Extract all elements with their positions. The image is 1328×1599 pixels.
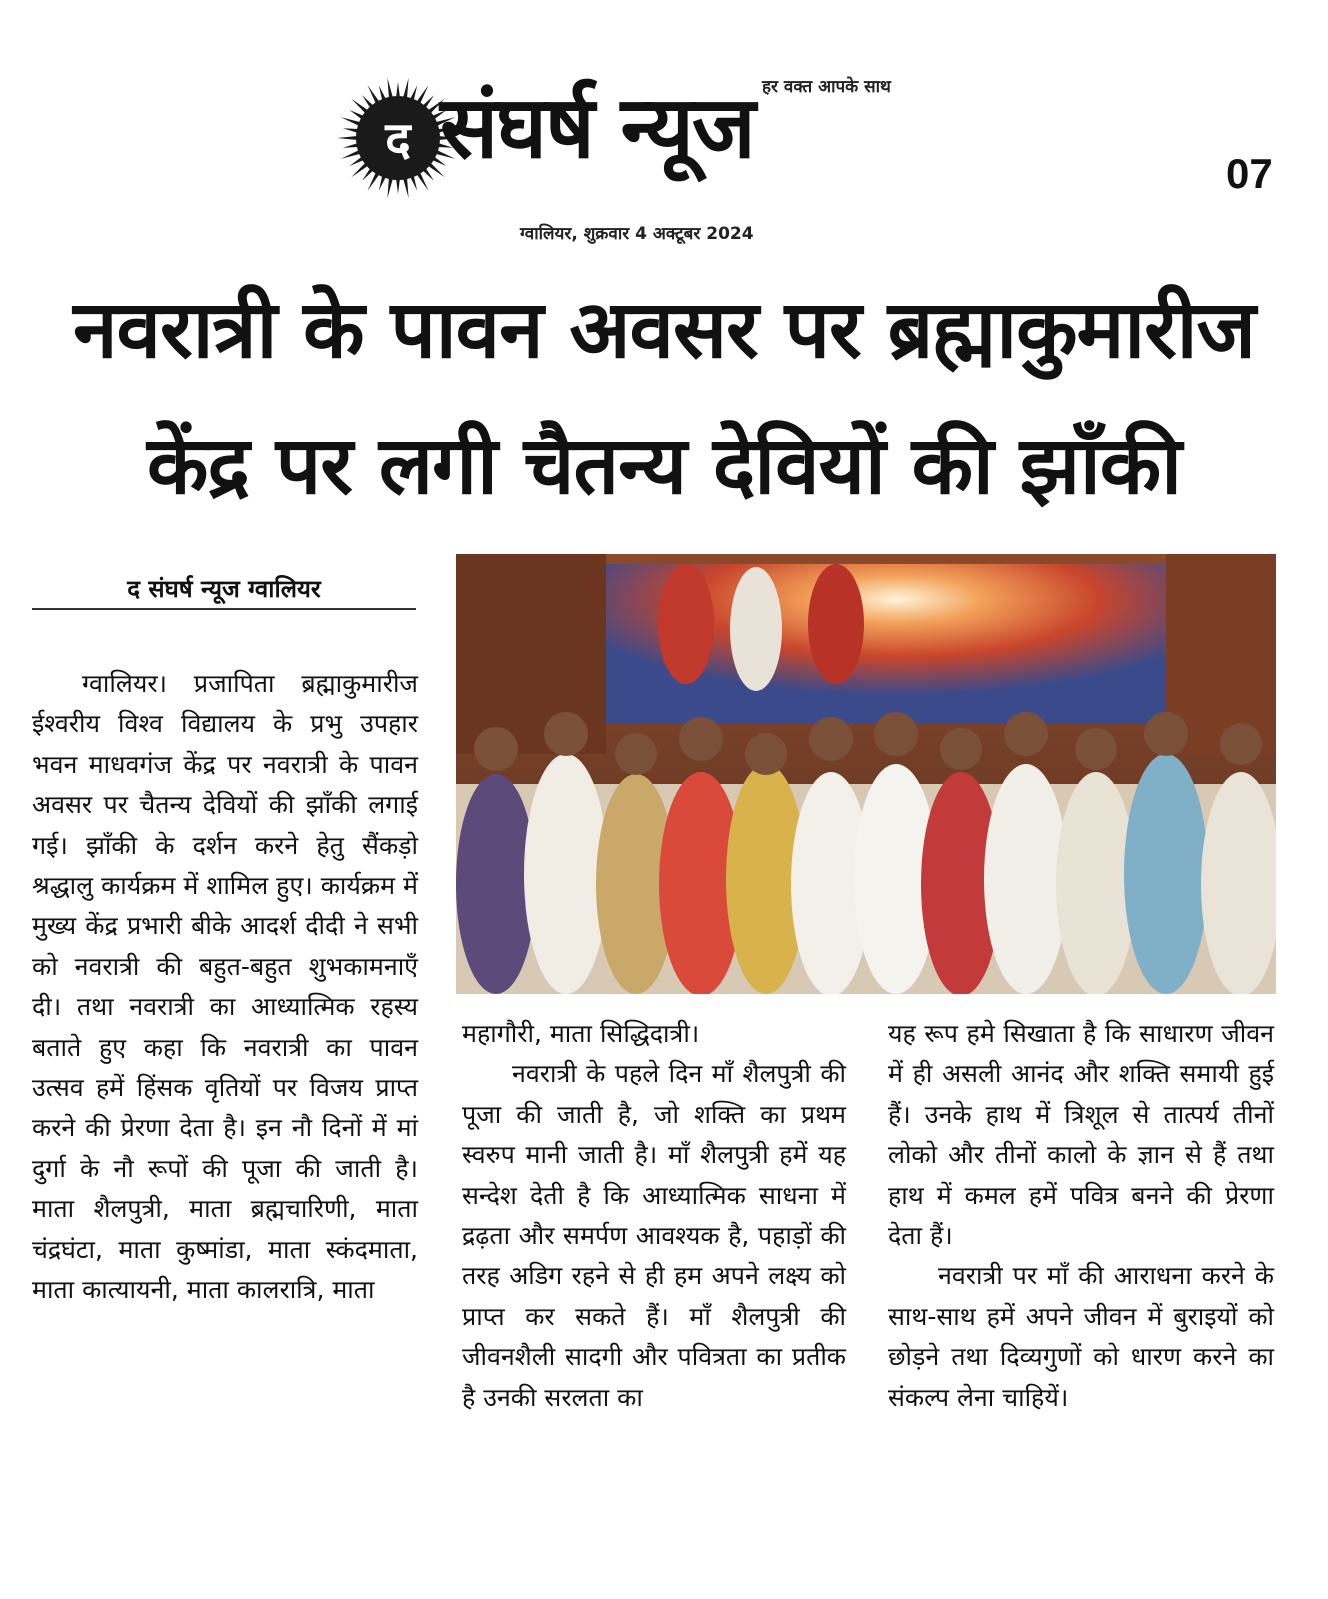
paper-name: संघर्ष न्यूज xyxy=(440,78,754,178)
logo-ray xyxy=(396,176,401,194)
logo-ray xyxy=(337,136,360,141)
deity-figures xyxy=(658,564,864,691)
column-3-paragraph-1: यह रूप हमे सिखाता है कि साधारण जीवन में ही असली आनंद और शक्ति समायी हुई हैं। उनके हाथ में त्रिशूल से तात्पर्य तीनों लोको और तीनों कालो के ज्ञान से हैं तथा हाथ में कमल हमें पवित्र बनने की प्रेरणा देता हैं। xyxy=(888,1019,1274,1251)
column-2-paragraph-2: नवरात्री के पहले दिन माँ शैलपुत्री की पूजा की जाती है, जो शक्ति का प्रथम स्वरुप मानी जाती है। माँ शैलपुत्री हमें यह सन्देश देती है कि आध्यात्मिक साधना में द्रढ़ता और समर्पण आवश्यक है, पहाड़ों की तरह अडिग रहने से ही हम अपने लक्ष्य को प्राप्त कर सकते हैं। माँ शैलपुत्री की जीवनशैली सादगी और पवित्रता का प्रतीक है उनकी सरलता का xyxy=(462,1059,846,1412)
column-2-paragraph-1: महागौरी, माता सिद्धिदात्री। xyxy=(462,1019,700,1048)
headline-line-1: नवरात्री के पावन अवसर पर ब्रह्माकुमारीज xyxy=(73,283,1255,376)
headline-line-2: केंद्र पर लगी चैतन्य देवियों की झाँकी xyxy=(147,419,1181,512)
masthead xyxy=(0,0,1328,260)
event-photo xyxy=(456,554,1276,994)
logo-ray xyxy=(343,128,361,133)
logo-ray xyxy=(341,149,363,159)
article-column-1 xyxy=(32,664,418,1311)
byline: द संघर्ष न्यूज ग्वालियर xyxy=(127,575,321,603)
byline-rule xyxy=(32,608,416,610)
column-1-text: ग्वालियर। प्रजापिता ब्रह्माकुमारीज ईश्वरीय विश्व विद्यालय के प्रभु उपहार भवन माधवगंज केंद्र पर नवरात्री के पावन अवसर पर चैतन्य देवियों की झाँकी लगाई गई। झाँकी के दर्शन करने हेतु सैंकड़ो श्रद्धालु कार्यक्रम में शामिल हुए। कार्यक्रम में मुख्य केंद्र प्रभारी बीके आदर्श दीदी ने सभी को नवरात्री की बहुत-बहुत शुभकामनाएँ दी। तथा नवरात्री का आध्यात्मिक रहस्य बताते हुए कहा कि नवरात्री का पावन उत्सव हमें हिंसक वृतियों पर विजय प्राप्त करने की प्रेरणा देता है। इन नौ दिनों में मां दुर्गा के नौ रूपों की पूजा की जाती है। माता शैलपुत्री, माता ब्रह्मचारिणी, माता चंद्रघंटा, माता कुष्मांडा, माता स्कंदमाता, माता कात्यायनी, माता कालरात्रि, माता xyxy=(32,669,418,1305)
article-column-2 xyxy=(462,1014,846,1418)
logo-letter: द xyxy=(385,112,411,168)
logo-ray xyxy=(343,142,361,147)
column-3-paragraph-2: नवरात्री पर माँ की आराधना करने के साथ-साथ हमें अपने जीवन में बुराइयों को छोड़ने तथा दिव्यगुणों को धारण करने का संकल्प लेना चाहियें। xyxy=(888,1261,1274,1412)
page-number: 07 xyxy=(1226,150,1273,197)
tagline: हर वक्त आपके साथ xyxy=(762,77,891,97)
logo-ray xyxy=(341,117,363,127)
article-column-3 xyxy=(888,1014,1274,1418)
dateline: ग्वालियर, शुक्रवार 4 अक्टूबर 2024 xyxy=(520,224,754,244)
logo-ray xyxy=(396,82,401,100)
